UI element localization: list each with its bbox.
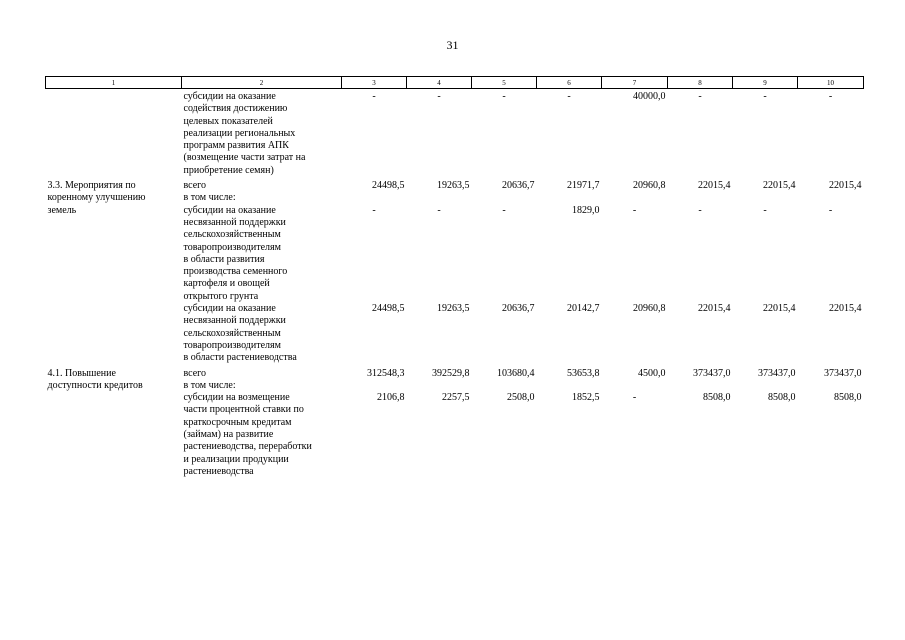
value-cell-col-10: -	[828, 204, 833, 216]
header-col-10: 10	[798, 77, 864, 89]
value-cell-col-8	[668, 192, 733, 204]
value-cell-col-5: -	[502, 91, 506, 102]
value-cell-col-4: 2257,5	[442, 392, 470, 404]
value-cell-col-9: -	[763, 91, 767, 102]
value-cell-col-7: 20960,8	[633, 303, 666, 315]
value-cell-col-9: 373437,0	[758, 367, 796, 379]
section-label	[46, 89, 182, 178]
header-col-3: 3	[342, 77, 407, 89]
value-cell-col-5	[472, 380, 537, 392]
value-cell-col-10	[798, 380, 864, 392]
row-description: всего	[183, 367, 207, 379]
row-description: субсидии на оказание несвязанной поддержки сельскохозяйственным товаропроизводителям в области растениеводства	[183, 303, 297, 364]
value-cell-col-9: 22015,4	[763, 303, 796, 315]
value-cell-col-7	[602, 192, 668, 204]
value-cell-col-6: 53653,8	[567, 367, 600, 379]
header-row	[46, 77, 864, 89]
value-cell-col-10: 22015,4	[829, 303, 862, 315]
section-label: 3.3. Мероприятия по коренному улучшению земель	[47, 180, 146, 216]
value-cell-col-5: -	[502, 204, 506, 216]
value-cell-col-7: 4500,0	[638, 367, 666, 379]
value-cell-col-6	[537, 380, 602, 392]
value-cell-col-10: 8508,0	[834, 392, 862, 404]
value-cell-col-10: -	[828, 91, 833, 102]
header-col-2: 2	[182, 77, 342, 89]
section-label: 4.1. Повышение доступности кредитов	[47, 367, 143, 391]
value-cell-col-4: -	[437, 204, 441, 216]
value-cell-col-3: 24498,5	[372, 180, 405, 192]
value-cell-col-6: 21971,7	[567, 180, 600, 192]
value-cell-col-3: 24498,5	[372, 303, 405, 315]
value-cell-col-5: 20636,7	[502, 180, 535, 192]
value-cell-col-6: 1852,5	[572, 392, 600, 404]
value-cell-col-6	[537, 192, 602, 204]
value-cell-col-5	[472, 192, 537, 204]
page-number: 31	[446, 38, 459, 52]
value-cell-col-5: 20636,7	[502, 303, 535, 315]
value-cell-col-3: 312548,3	[367, 367, 405, 379]
row-description: субсидии на оказание несвязанной поддержки сельскохозяйственным товаропроизводителям в области развития производства семенного картофеля и овощей открытого грунта	[183, 204, 288, 302]
row-description: в том числе:	[183, 379, 236, 391]
value-cell-col-3	[342, 192, 407, 204]
value-cell-col-7	[602, 380, 668, 392]
value-cell-col-8: -	[698, 204, 702, 216]
value-cell-col-3	[342, 380, 407, 392]
header-col-6: 6	[537, 77, 602, 89]
table-body	[46, 89, 864, 479]
value-cell-col-8: 8508,0	[703, 392, 731, 404]
value-cell-col-10	[798, 192, 864, 204]
value-cell-col-8: 22015,4	[698, 180, 731, 192]
value-cell-col-8: 373437,0	[693, 367, 731, 379]
value-cell-col-9	[733, 192, 798, 204]
value-cell-col-9: 22015,4	[763, 180, 796, 192]
value-cell-col-4: 19263,5	[437, 180, 470, 192]
value-cell-col-4: 19263,5	[437, 303, 470, 315]
value-cell-col-4: -	[437, 91, 441, 102]
row-description: субсидии на оказание содействия достижению целевых показателей реализации региональных программ развития АПК (возмещение части затрат на приобретение семян)	[183, 91, 306, 176]
value-cell-col-8: -	[698, 91, 702, 102]
value-cell-col-9: 8508,0	[768, 392, 796, 404]
header-col-4: 4	[407, 77, 472, 89]
value-cell-col-10: 373437,0	[824, 367, 862, 379]
value-cell-col-7: 40000,0	[633, 91, 666, 102]
table-row	[46, 89, 864, 178]
value-cell-col-6: 1829,0	[572, 204, 600, 216]
value-cell-col-5: 103680,4	[497, 367, 535, 379]
value-cell-col-6: 20142,7	[567, 303, 600, 315]
value-cell-col-7: 20960,8	[633, 180, 666, 192]
value-cell-col-7: -	[632, 392, 637, 404]
header-col-7: 7	[602, 77, 668, 89]
value-cell-col-8: 22015,4	[698, 303, 731, 315]
value-cell-col-4	[407, 380, 472, 392]
value-cell-col-9: -	[763, 204, 767, 216]
row-description: всего	[183, 180, 207, 192]
value-cell-col-8	[668, 380, 733, 392]
value-cell-col-3: -	[372, 91, 376, 102]
row-description: в том числе:	[183, 192, 236, 204]
budget-table	[45, 76, 864, 478]
value-cell-col-7: -	[632, 204, 637, 216]
table-row	[46, 365, 864, 380]
header-col-1: 1	[46, 77, 182, 89]
value-cell-col-6: -	[567, 91, 571, 102]
header-col-5: 5	[472, 77, 537, 89]
value-cell-col-4: 392529,8	[432, 367, 470, 379]
value-cell-col-5: 2508,0	[507, 392, 535, 404]
value-cell-col-4	[407, 192, 472, 204]
value-cell-col-3: -	[372, 204, 376, 216]
header-col-8: 8	[668, 77, 733, 89]
value-cell-col-3: 2106,8	[377, 392, 405, 404]
value-cell-col-9	[733, 380, 798, 392]
header-col-9: 9	[733, 77, 798, 89]
value-cell-col-10: 22015,4	[829, 180, 862, 192]
row-description: субсидии на возмещение части процентной ставки по краткосрочным кредитам (займам) на развитие растениеводства, переработки и реализации продукции растениеводства	[183, 392, 312, 477]
table-row	[46, 177, 864, 192]
